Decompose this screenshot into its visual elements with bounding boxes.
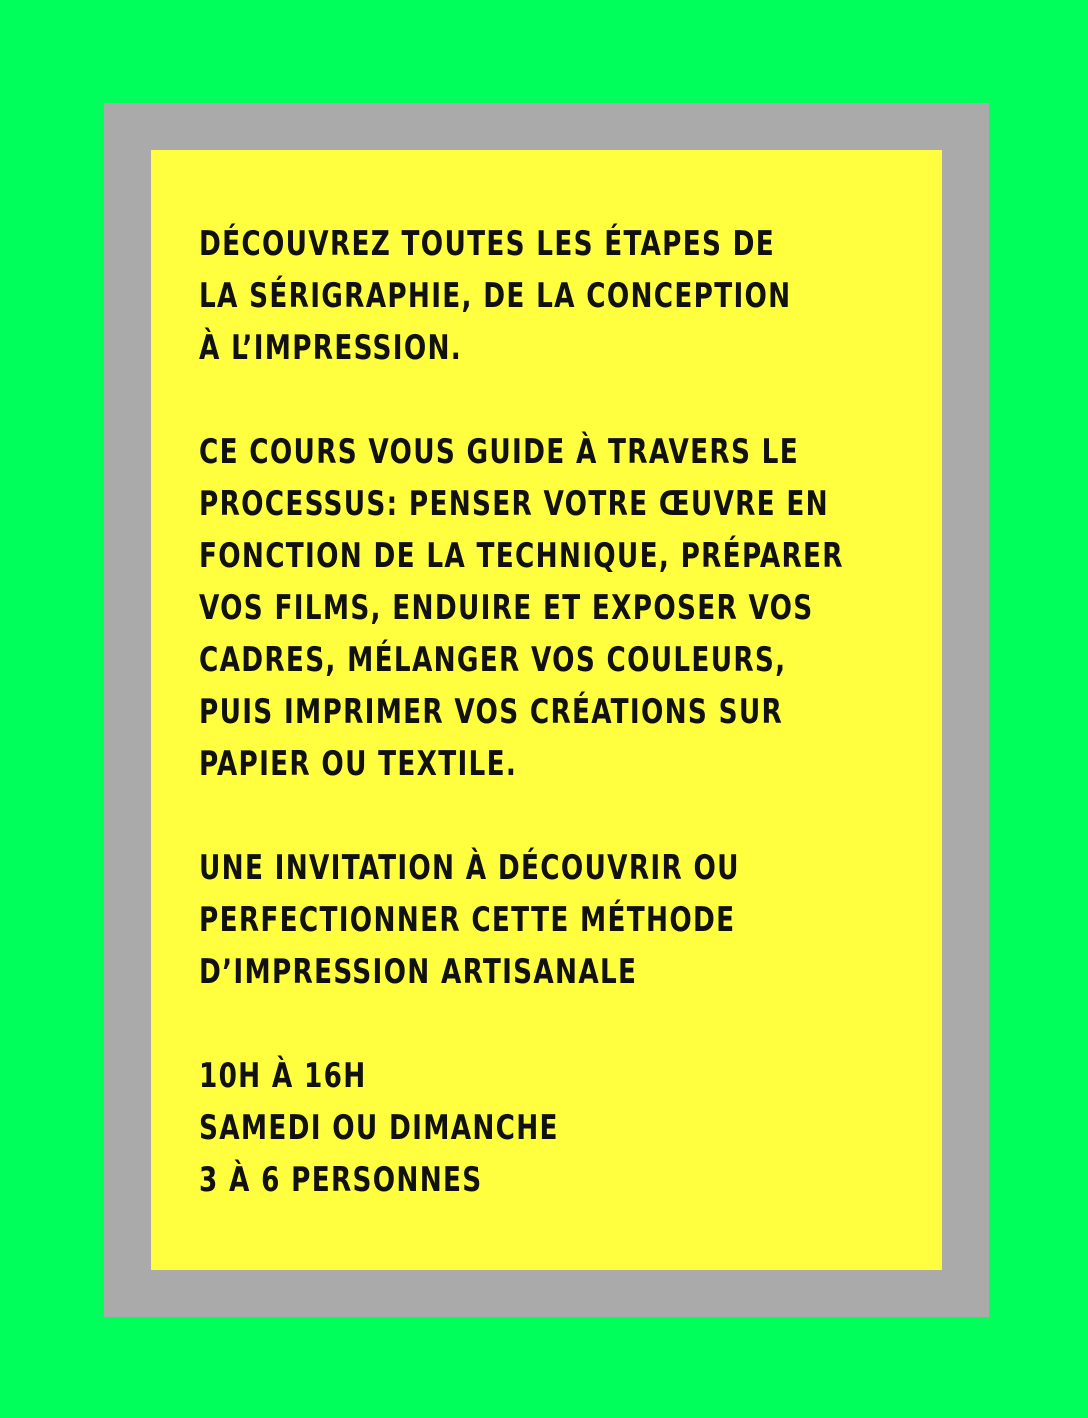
workshop-description — [199, 218, 844, 1206]
text-line: VOS FILMS, ENDUIRE ET EXPOSER VOS — [199, 588, 814, 628]
text-line: DÉCOUVREZ TOUTES LES ÉTAPES DE — [199, 224, 776, 264]
days-line: SAMEDI OU DIMANCHE — [199, 1108, 559, 1148]
text-line: CE COURS VOUS GUIDE À TRAVERS LE — [199, 432, 799, 472]
group-size-line: 3 À 6 PERSONNES — [199, 1160, 483, 1200]
hours-line: 10H À 16H — [199, 1056, 367, 1096]
text-line: LA SÉRIGRAPHIE, DE LA CONCEPTION — [199, 276, 792, 316]
intro-paragraph — [199, 218, 827, 374]
schedule-paragraph — [199, 1050, 827, 1206]
text-line: UNE INVITATION À DÉCOUVRIR OU — [199, 848, 740, 888]
text-line: FONCTION DE LA TECHNIQUE, PRÉPARER — [199, 536, 844, 576]
invitation-paragraph — [199, 842, 827, 998]
text-line: À L’IMPRESSION. — [199, 328, 463, 368]
gray-frame — [104, 103, 989, 1317]
text-line: PUIS IMPRIMER VOS CRÉATIONS SUR — [199, 692, 784, 732]
text-line: PAPIER OU TEXTILE. — [199, 744, 518, 784]
text-line: PERFECTIONNER CETTE MÉTHODE — [199, 900, 736, 940]
text-line: D’IMPRESSION ARTISANALE — [199, 952, 638, 992]
text-line: PROCESSUS: PENSER VOTRE ŒUVRE EN — [199, 484, 829, 524]
text-line: CADRES, MÉLANGER VOS COULEURS, — [199, 640, 787, 680]
process-paragraph — [199, 426, 844, 790]
yellow-panel — [151, 150, 942, 1270]
